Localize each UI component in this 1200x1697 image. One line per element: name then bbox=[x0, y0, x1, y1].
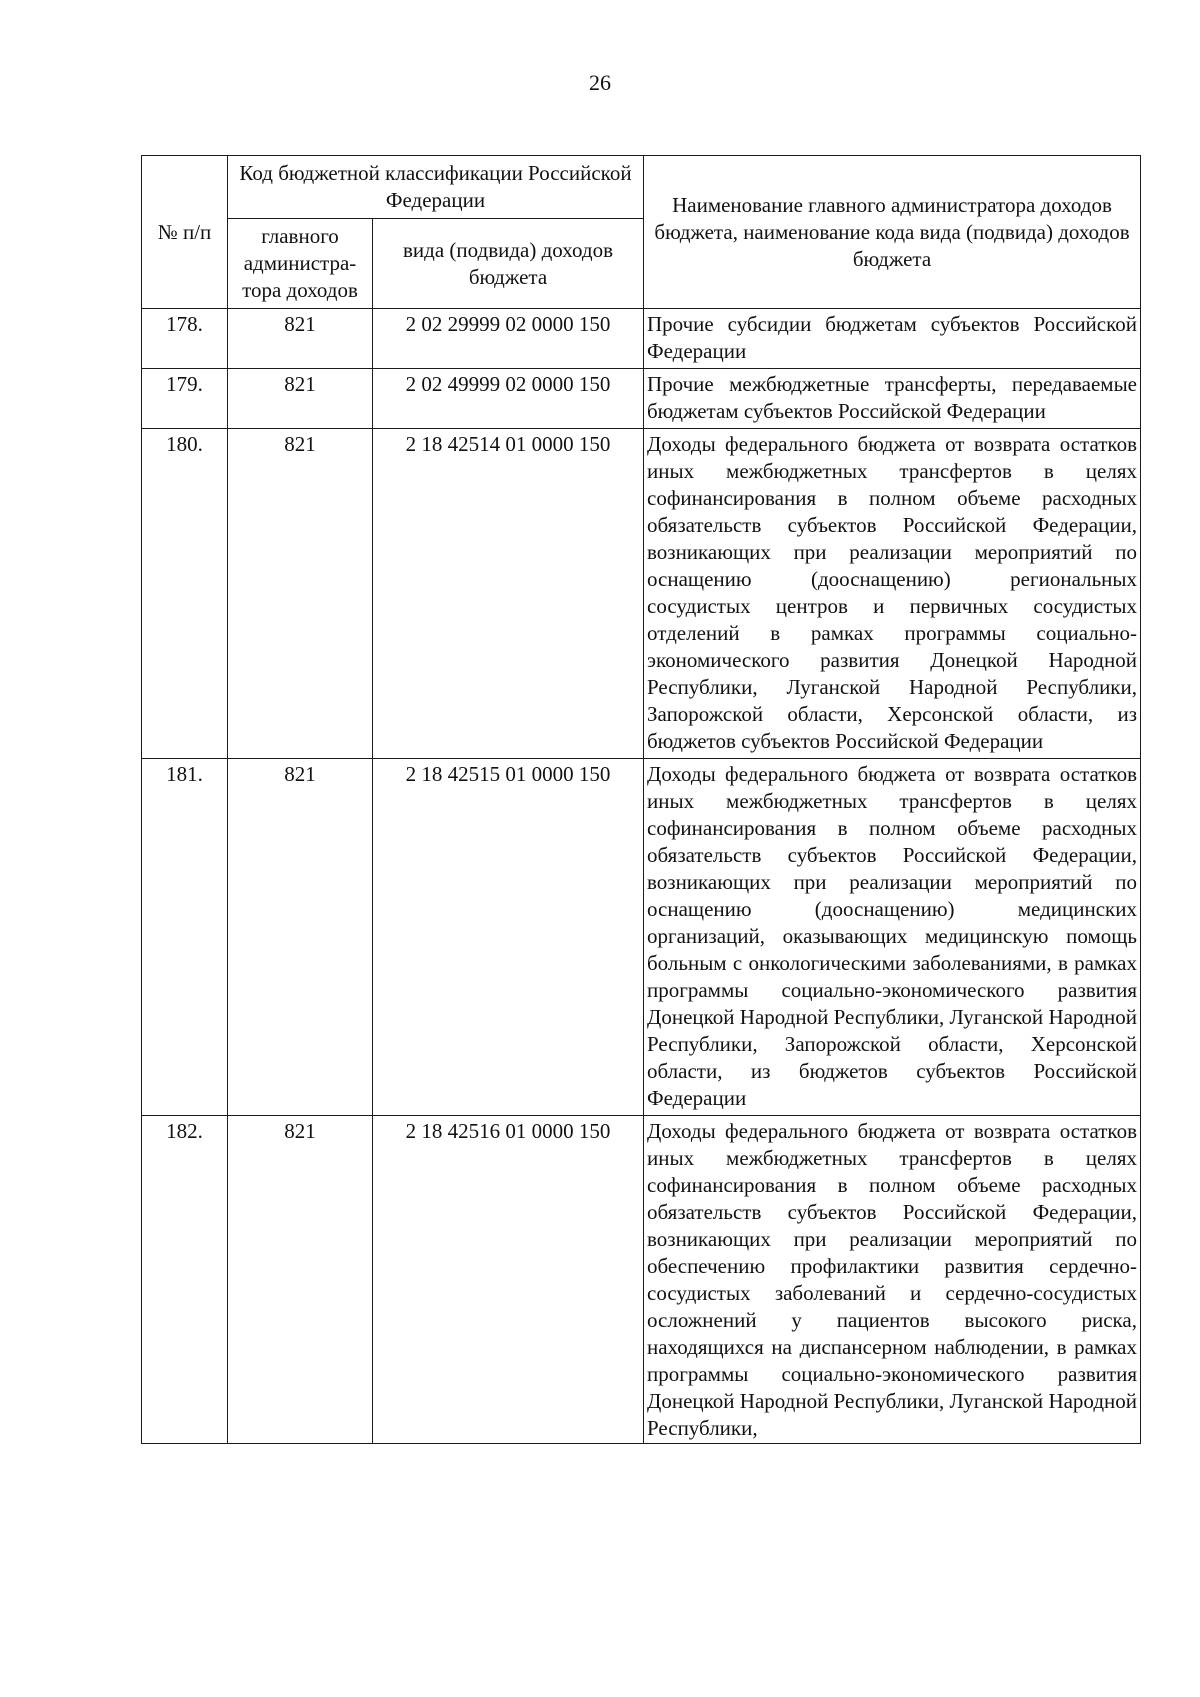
header-row-top bbox=[142, 156, 1141, 219]
row-name: Прочие межбюджетные трансферты, передаваемые бюджетам субъектов Российской Федерации bbox=[644, 369, 1141, 429]
budget-classification-table bbox=[141, 155, 1141, 1444]
table-row bbox=[142, 759, 1141, 1116]
header-number: № п/п bbox=[142, 156, 228, 309]
row-number: 178. bbox=[142, 309, 228, 369]
row-number: 179. bbox=[142, 369, 228, 429]
row-number: 181. bbox=[142, 759, 228, 1116]
row-name: Доходы федерального бюджета от возврата остатков иных межбюджетных трансфертов в целях софинансирования в полном объеме расходных обязательств субъектов Российской Федерации, возникающих при реализации мероприятий по оснащению (дооснащению) региональных сосудистых центров и первичных сосудистых отделений в рамках программы социально-экономического развития Донецкой Народной Республики, Луганской Народной Республики, Запорожской области, Херсонской области, из бюджетов субъектов Российской Федерации bbox=[644, 429, 1141, 759]
table-row bbox=[142, 309, 1141, 369]
row-number: 180. bbox=[142, 429, 228, 759]
row-revenue-code: 2 02 49999 02 0000 150 bbox=[373, 369, 644, 429]
row-revenue-code: 2 18 42516 01 0000 150 bbox=[373, 1116, 644, 1444]
row-revenue-code: 2 18 42514 01 0000 150 bbox=[373, 429, 644, 759]
row-admin-code: 821 bbox=[228, 429, 373, 759]
row-admin-code: 821 bbox=[228, 369, 373, 429]
header-admin: главного администра-тора доходов bbox=[228, 219, 373, 309]
row-admin-code: 821 bbox=[228, 759, 373, 1116]
row-name: Доходы федерального бюджета от возврата остатков иных межбюджетных трансфертов в целях софинансирования в полном объеме расходных обязательств субъектов Российской Федерации, возникающих при реализации мероприятий по обеспечению профилактики развития сердечно-сосудистых заболеваний и сердечно-сосудистых осложнений у пациентов высокого риска, находящихся на диспансерном наблюдении, в рамках программы социально-экономического развития Донецкой Народной Республики, Луганской Народной Республики, bbox=[644, 1116, 1141, 1444]
row-revenue-code: 2 18 42515 01 0000 150 bbox=[373, 759, 644, 1116]
row-number: 182. bbox=[142, 1116, 228, 1444]
row-name: Прочие субсидии бюджетам субъектов Российской Федерации bbox=[644, 309, 1141, 369]
header-revenue-type: вида (подвида) доходов бюджета bbox=[373, 219, 644, 309]
table-row bbox=[142, 1116, 1141, 1444]
row-revenue-code: 2 02 29999 02 0000 150 bbox=[373, 309, 644, 369]
table-row bbox=[142, 369, 1141, 429]
header-code-group: Код бюджетной классификации Российской Федерации bbox=[228, 156, 644, 219]
row-admin-code: 821 bbox=[228, 1116, 373, 1444]
table-row bbox=[142, 429, 1141, 759]
header-name: Наименование главного администратора доходов бюджета, наименование кода вида (подвида) доходов бюджета bbox=[644, 156, 1141, 309]
row-name: Доходы федерального бюджета от возврата остатков иных межбюджетных трансфертов в целях софинансирования в полном объеме расходных обязательств субъектов Российской Федерации, возникающих при реализации мероприятий по оснащению (дооснащению) медицинских организаций, оказывающих медицинскую помощь больным с онкологическими заболеваниями, в рамках программы социально-экономического развития Донецкой Народной Республики, Луганской Народной Республики, Запорожской области, Херсонской области, из бюджетов субъектов Российской Федерации bbox=[644, 759, 1141, 1116]
page-number: 26 bbox=[589, 70, 611, 95]
row-admin-code: 821 bbox=[228, 309, 373, 369]
